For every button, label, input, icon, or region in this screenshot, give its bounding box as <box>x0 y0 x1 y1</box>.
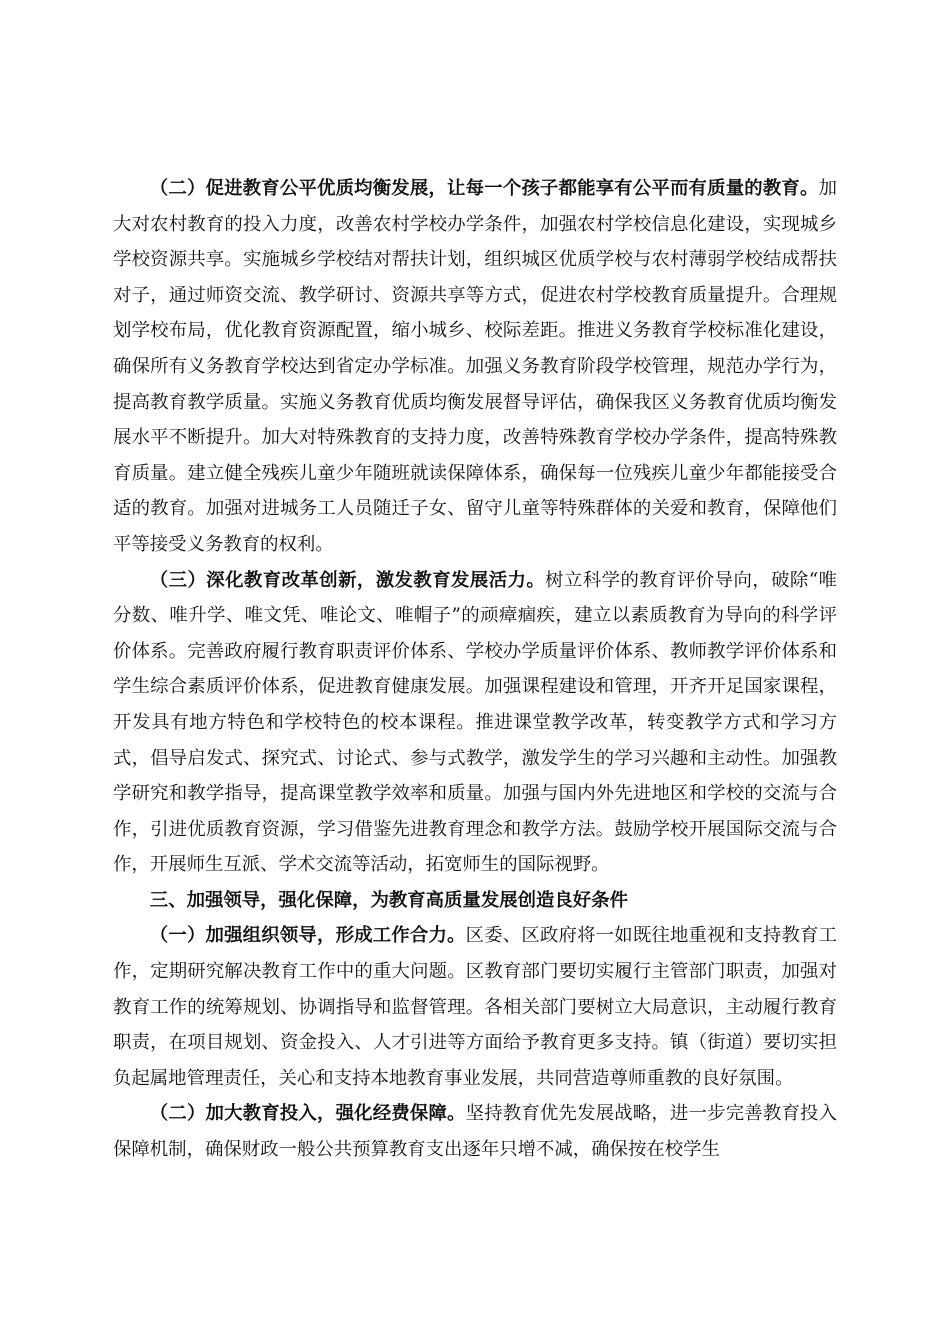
paragraph-reform <box>113 563 837 883</box>
paragraph-lead: （二）促进教育公平优质均衡发展，让每一个孩子都能享有公平而有质量的教育。 <box>149 178 819 199</box>
document-page <box>113 171 837 1168</box>
paragraph-body: 区委、区政府将一如既往地重视和支持教育工作，定期研究解决教育工作中的重大问题。区教育部门要切实履行主管部门职责，加强对教育工作的统筹规划、协调指导和监督管理。各相关部门要树立大局意识，主动履行教育职责，在项目规划、资金投入、人才引进等方面给予教育更多支持。镇（街道）要切实担负起属地管理责任，关心和支持本地教育事业发展，共同营造尊师重教的良好氛围。 <box>113 925 837 1089</box>
paragraph-lead: （三）深化教育改革创新，激发教育发展活力。 <box>149 569 546 591</box>
paragraph-lead: （二）加大教育投入，强化经费保障。 <box>149 1103 466 1125</box>
paragraph-lead: （一）加强组织领导，形成工作合力。 <box>149 925 466 947</box>
paragraph-body: 树立科学的教育评价导向，破除“唯分数、唯升学、唯文凭、唯论文、唯帽子”的顽瘴痼疾，建立以素质教育为导向的科学评价体系。完善政府履行教育职责评价体系、学校办学质量评价体系、教师教学评价体系和学生综合素质评价体系，促进教育健康发展。加强课程建设和管理，开齐开足国家课程，开发具有地方特色和学校特色的校本课程。推进课堂教学改革，转变教学方式和学习方式，倡导启发式、探究式、讨论式、参与式教学，激发学生的学习兴趣和主动性。加强教学研究和教学指导，提高课堂教学效率和质量。加强与国内外先进地区和学校的交流与合作，引进优质教育资源，学习借鉴先进教育理念和教学方法。鼓励学校开展国际交流与合作，开展师生互派、学术交流等活动，拓宽师生的国际视野。 <box>113 569 837 876</box>
paragraph-funding <box>113 1096 837 1167</box>
paragraph-body: 坚持教育优先发展战略，进一步完善教育投入保障机制，确保财政一般公共预算教育支出逐年只增不减，确保按在校学生 <box>113 1103 837 1161</box>
paragraph-equity <box>113 171 837 563</box>
section-heading: 三、加强领导，强化保障，为教育高质量发展创造良好条件 <box>149 889 628 911</box>
paragraph-body: 加大对农村教育的投入力度，改善农村学校办学条件，加强农村学校信息化建设，实现城乡学校资源共享。实施城乡学校结对帮扶计划，组织城区优质学校与农村薄弱学校结成帮扶对子，通过师资交流、教学研讨、资源共享等方式，促进农村学校教育质量提升。合理规划学校布局，优化教育资源配置，缩小城乡、校际差距。推进义务教育学校标准化建设，确保所有义务教育学校达到省定办学标准。加强义务教育阶段学校管理，规范办学行为，提高教育教学质量。实施义务教育优质均衡发展督导评估，确保我区义务教育优质均衡发展水平不断提升。加大对特殊教育的支持力度，改善特殊教育学校办学条件，提高特殊教育质量。建立健全残疾儿童少年随班就读保障体系，确保每一位残疾儿童少年都能接受合适的教育。加强对进城务工人员随迁子女、留守儿童等特殊群体的关爱和教育，保障他们平等接受义务教育的权利。 <box>113 178 837 555</box>
paragraph-leadership <box>113 918 837 1096</box>
